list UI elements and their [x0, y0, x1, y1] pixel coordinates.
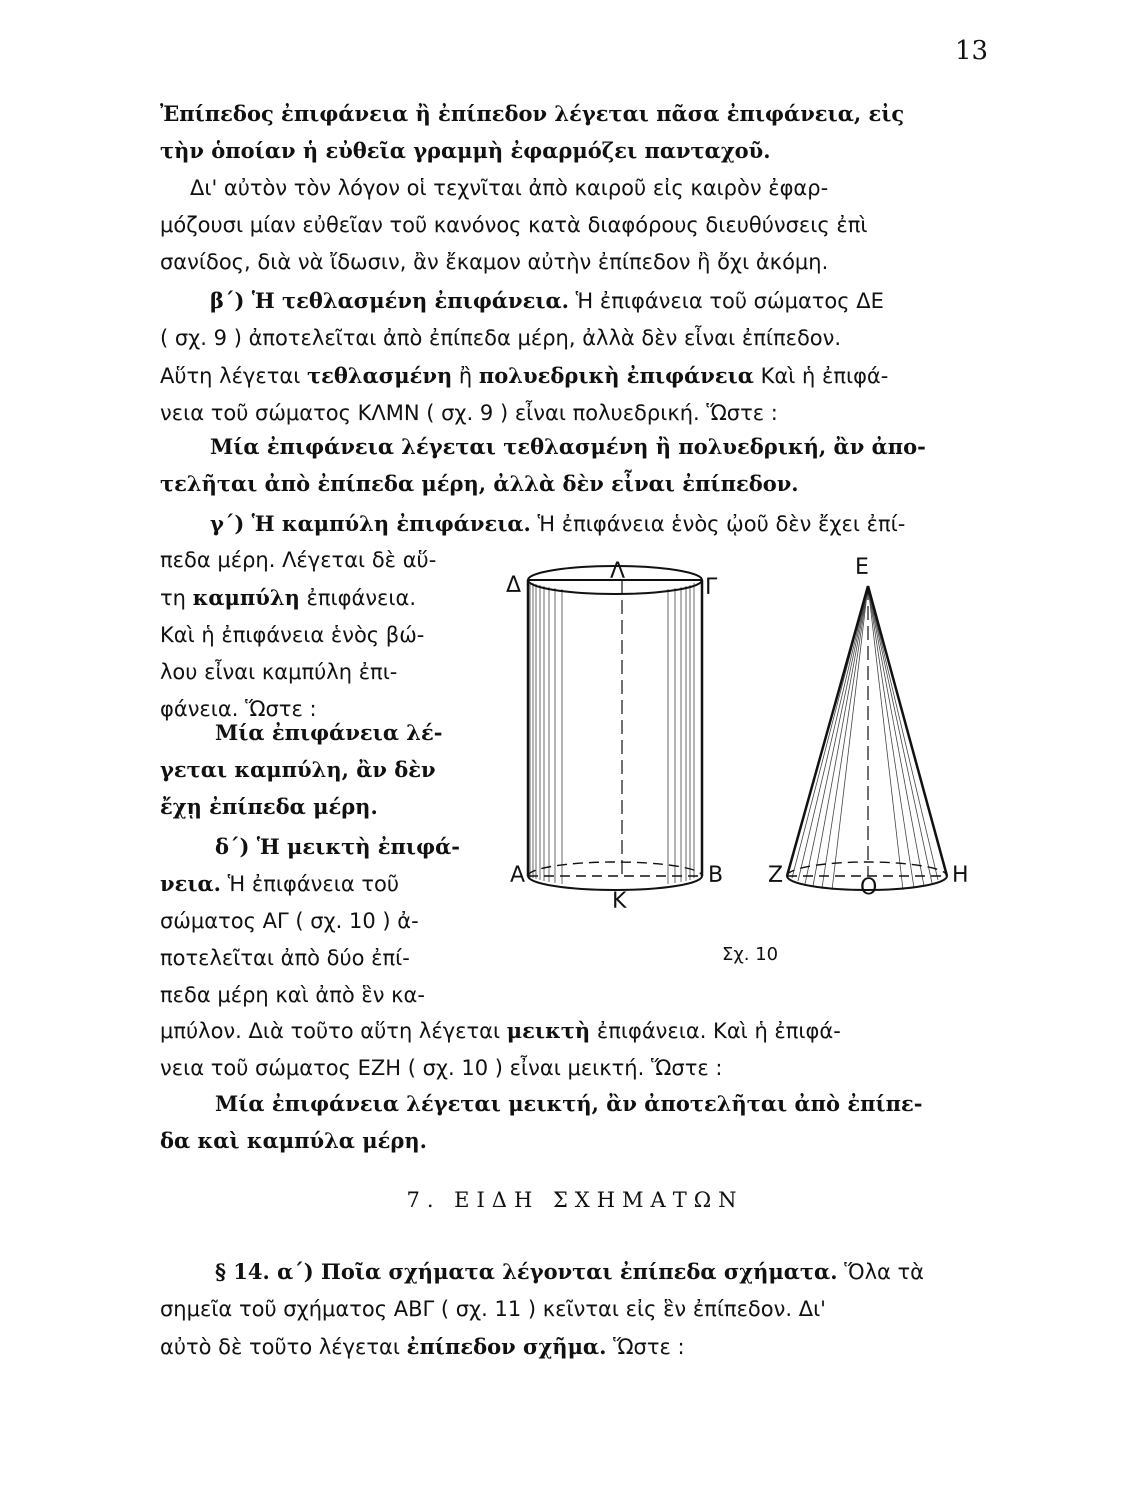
bold-term: καμπύλη — [192, 585, 300, 610]
definition-polyhedral — [160, 428, 990, 502]
label-delta: Δ — [506, 573, 522, 598]
bold-term: τεθλασμένη — [306, 363, 453, 388]
text-line: τὴν ὁποίαν ἡ εὐθεῖα γραμμὴ ἐφαρμόζει πανταχοῦ. — [160, 138, 771, 163]
definition-plane-surface — [160, 95, 990, 169]
text-line: νεια τοῦ σώματος ΚΛΜΝ ( σχ. 9 ) εἶναι πολυεδρική. Ὥστε : — [160, 401, 778, 425]
definition-mixed — [160, 1085, 990, 1159]
text-fragment: Ἡ ἐπιφάνεια ἑνὸς ᾠοῦ δὲν ἔχει ἐπί- — [530, 512, 906, 536]
figure-caption: Σχ. 10 — [722, 944, 779, 965]
text-line: πεδα μέρη. Λέγεται δὲ αὕ- — [160, 548, 437, 572]
cone-shading — [792, 586, 938, 890]
text-fragment: Καὶ ἡ ἐπιφά- — [753, 364, 889, 388]
label-zeta: Ζ — [768, 863, 784, 888]
bold-term: μεικτὴ — [506, 1018, 591, 1043]
text-line: Ἐπίπεδος ἐπιφάνεια ἢ ἐπίπεδον λέγεται πᾶσα ἐπιφάνεια, εἰς — [160, 101, 905, 126]
text-line: ἔχῃ ἐπίπεδα μέρη. — [160, 794, 378, 819]
cylinder-figure — [528, 566, 702, 890]
subsection-title: β΄) Ἡ τεθλασμένη ἐπιφάνεια. — [210, 288, 569, 313]
text-line — [160, 865, 485, 903]
text-line: Μία ἐπιφάνεια λέγεται τεθλασμένη ἢ πολυεδρική, ἂν ἀπο- — [210, 434, 926, 459]
text-line: Δι' αὐτὸν τὸν λόγον οἱ τεχνῖται ἀπὸ καιροῦ εἰς καιρὸν ἐφαρ- — [190, 176, 829, 200]
text-line — [160, 505, 990, 543]
text-line — [160, 1253, 990, 1291]
text-line: σανίδος, διὰ νὰ ἴδωσιν, ἂν ἔκαμον αὐτὴν ἐπίπεδον ἢ ὄχι ἀκόμη. — [160, 250, 829, 274]
label-lambda: Λ — [610, 559, 626, 584]
page-number: 13 — [955, 36, 989, 66]
text-fragment: αὐτὸ δὲ τοῦτο λέγεται — [160, 1335, 407, 1359]
label-beta: Β — [708, 863, 724, 888]
cylinder-bottom-front — [528, 876, 702, 890]
cone-figure — [787, 586, 947, 890]
figure-10 — [500, 548, 990, 978]
paragraph-curved-surface-intro — [160, 505, 990, 543]
text-line: Καὶ ἡ ἐπιφάνεια ἑνὸς βώ- — [160, 623, 425, 647]
label-eta: Η — [952, 863, 969, 888]
text-line — [160, 579, 485, 617]
text-fragment: Ὅλα τὰ — [837, 1260, 924, 1284]
paragraph-polyhedral-surface — [160, 282, 990, 432]
cylinder-bottom-back — [528, 862, 702, 876]
label-epsilon: Ε — [855, 555, 869, 580]
text-line: Μία ἐπιφάνεια λέ- — [215, 720, 443, 745]
label-kappa: Κ — [612, 889, 627, 914]
text-line: ( σχ. 9 ) ἀποτελεῖται ἀπὸ ἐπίπεδα μέρη, ἀλλὰ δὲν εἶναι ἐπίπεδον. — [160, 326, 842, 350]
paragraph-mixed-surface-cont — [160, 1012, 990, 1087]
text-line: γεται καμπύλη, ἂν δὲν — [160, 757, 436, 782]
paragraph-mixed-surface — [160, 828, 485, 1014]
subsection-title: γ΄) Ἡ καμπύλη ἐπιφάνεια. — [210, 511, 531, 536]
text-line: ποτελεῖται ἀπὸ δύο ἐπί- — [160, 946, 410, 970]
text-line: νεια τοῦ σώματος ΕΖΗ ( σχ. 10 ) εἶναι μεικτή. Ὥστε : — [160, 1056, 723, 1080]
text-fragment: Ἡ ἐπιφάνεια τοῦ σώματος ΔΕ — [568, 289, 884, 313]
paragraph-craftsmen — [160, 170, 990, 281]
text-line — [160, 357, 990, 395]
section-heading: 7. ΕΙΔΗ ΣΧΗΜΑΤΩΝ — [406, 1188, 744, 1212]
text-fragment: ἐπιφάνεια. — [299, 586, 417, 610]
label-alpha: Α — [510, 863, 526, 888]
text-line: δα καὶ καμπύλα μέρη. — [160, 1128, 427, 1153]
text-fragment: μπύλον. Διὰ τοῦτο αὕτη λέγεται — [160, 1019, 507, 1043]
text-line: σώματος ΑΓ ( σχ. 10 ) ἀ- — [160, 909, 419, 933]
label-omicron: Ο — [860, 875, 878, 900]
bold-term: ἐπίπεδον σχῆμα. — [406, 1334, 607, 1359]
text-line: τελῆται ἀπὸ ἐπίπεδα μέρη, ἀλλὰ δὲν εἶναι ἐπίπεδον. — [160, 471, 799, 496]
cone-left-side — [787, 586, 868, 876]
cylinder-shading — [530, 583, 694, 884]
text-line: Μία ἐπιφάνεια λέγεται μεικτή, ἂν ἀποτελῆται ἀπὸ ἐπίπε- — [215, 1091, 923, 1116]
text-line: φάνεια. Ὥστε : — [160, 697, 317, 721]
text-fragment: ἢ — [452, 364, 479, 388]
bold-term: νεια. — [160, 871, 221, 896]
bold-term: πολυεδρικὴ ἐπιφάνεια — [478, 363, 754, 388]
cone-base-back — [787, 862, 947, 876]
subsection-title: § 14. α΄) Ποῖα σχήματα λέγονται ἐπίπεδα σχήματα. — [215, 1259, 838, 1284]
text-fragment: Ἡ ἐπιφάνεια τοῦ — [220, 872, 400, 896]
text-line: μόζουσι μίαν εὐθεῖαν τοῦ κανόνος κατὰ διαφόρους διευθύνσεις ἐπὶ — [160, 213, 868, 237]
text-line — [160, 282, 990, 320]
text-line: πεδα μέρη καὶ ἀπὸ ἓν κα- — [160, 983, 425, 1007]
text-fragment: Αὕτη λέγεται — [160, 364, 307, 388]
cone-right-side — [868, 586, 947, 876]
paragraph-plane-figures — [160, 1253, 990, 1366]
text-line — [160, 1328, 990, 1366]
text-fragment: ἐπιφάνεια. Καὶ ἡ ἐπιφά- — [590, 1019, 841, 1043]
text-line: λου εἶναι καμπύλη ἐπι- — [160, 660, 398, 684]
paragraph-curved-surface — [160, 542, 485, 728]
label-gamma: Γ — [705, 575, 718, 600]
text-fragment: τη — [160, 586, 193, 610]
text-line: σημεῖα τοῦ σχήματος ΑΒΓ ( σχ. 11 ) κεῖνται εἰς ἓν ἐπίπεδον. Δι' — [160, 1297, 826, 1321]
text-fragment: Ὥστε : — [606, 1335, 685, 1359]
subsection-title: δ΄) Ἡ μεικτὴ ἐπιφά- — [215, 834, 460, 859]
text-line — [160, 1012, 990, 1050]
definition-curved — [160, 714, 485, 825]
